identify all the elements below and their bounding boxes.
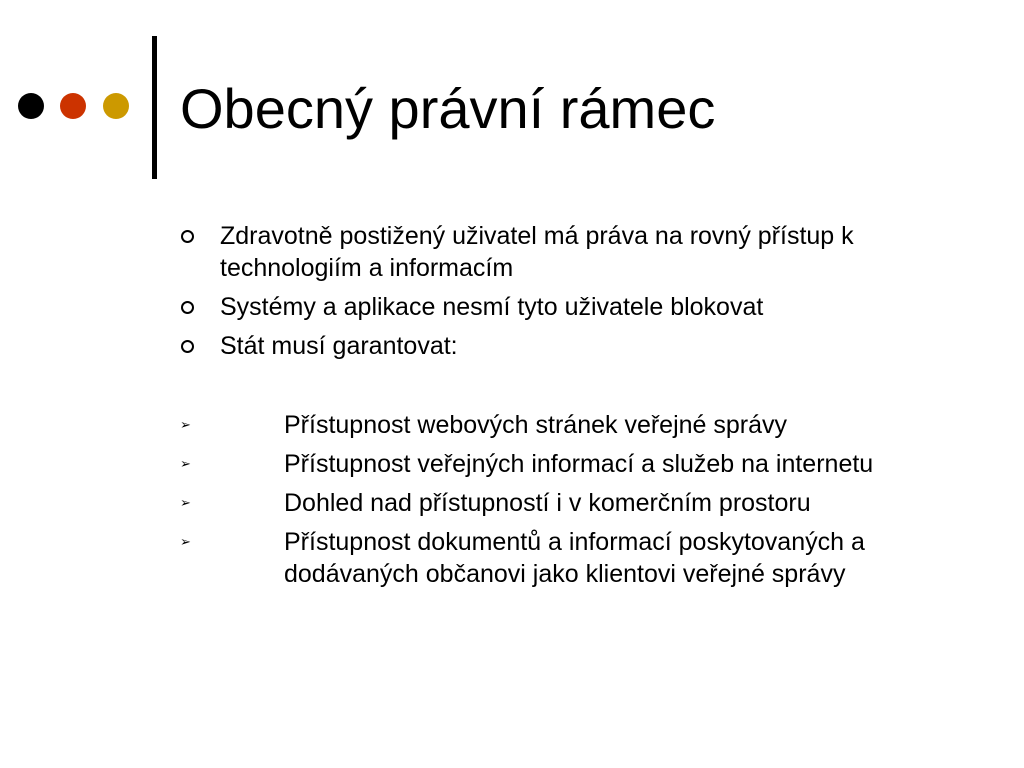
hollow-circle-icon	[181, 340, 194, 353]
sub-bullet-text: Dohled nad přístupností i v komerčním prostoru	[284, 489, 811, 517]
black-dot-icon	[18, 93, 44, 119]
arrowhead-icon: ➢	[180, 495, 191, 510]
gold-dot-icon	[103, 93, 129, 119]
bullet-text: Systémy a aplikace nesmí tyto uživatele blokovat	[220, 293, 764, 321]
hollow-circle-icon	[181, 230, 194, 243]
sub-bullet-item	[180, 487, 960, 519]
title-divider-line	[152, 36, 157, 179]
bullet-text: Zdravotně postižený uživatel má práva na rovný přístup k technologiím a informacím	[220, 222, 854, 282]
sub-bullet-item	[180, 409, 960, 441]
sub-bullet-text: Přístupnost dokumentů a informací poskytovaných a dodávaných občanovi jako klientovi veřejné správy	[284, 528, 865, 588]
bullet-item	[180, 330, 960, 362]
arrowhead-icon: ➢	[180, 417, 191, 432]
sub-bullet-text: Přístupnost veřejných informací a služeb na internetu	[284, 450, 874, 478]
sub-bullet-item	[180, 448, 960, 480]
sub-bullet-item	[180, 526, 960, 590]
red-dot-icon	[60, 93, 86, 119]
bullet-item	[180, 220, 960, 284]
spacer	[180, 369, 960, 409]
hollow-circle-icon	[181, 301, 194, 314]
slide-body	[180, 220, 960, 597]
sub-bullet-text: Přístupnost webových stránek veřejné správy	[284, 411, 788, 439]
arrowhead-icon: ➢	[180, 456, 191, 471]
bullet-item	[180, 291, 960, 323]
bullet-text: Stát musí garantovat:	[220, 332, 458, 360]
slide-title: Obecný právní rámec	[180, 77, 716, 140]
arrowhead-icon: ➢	[180, 534, 191, 549]
